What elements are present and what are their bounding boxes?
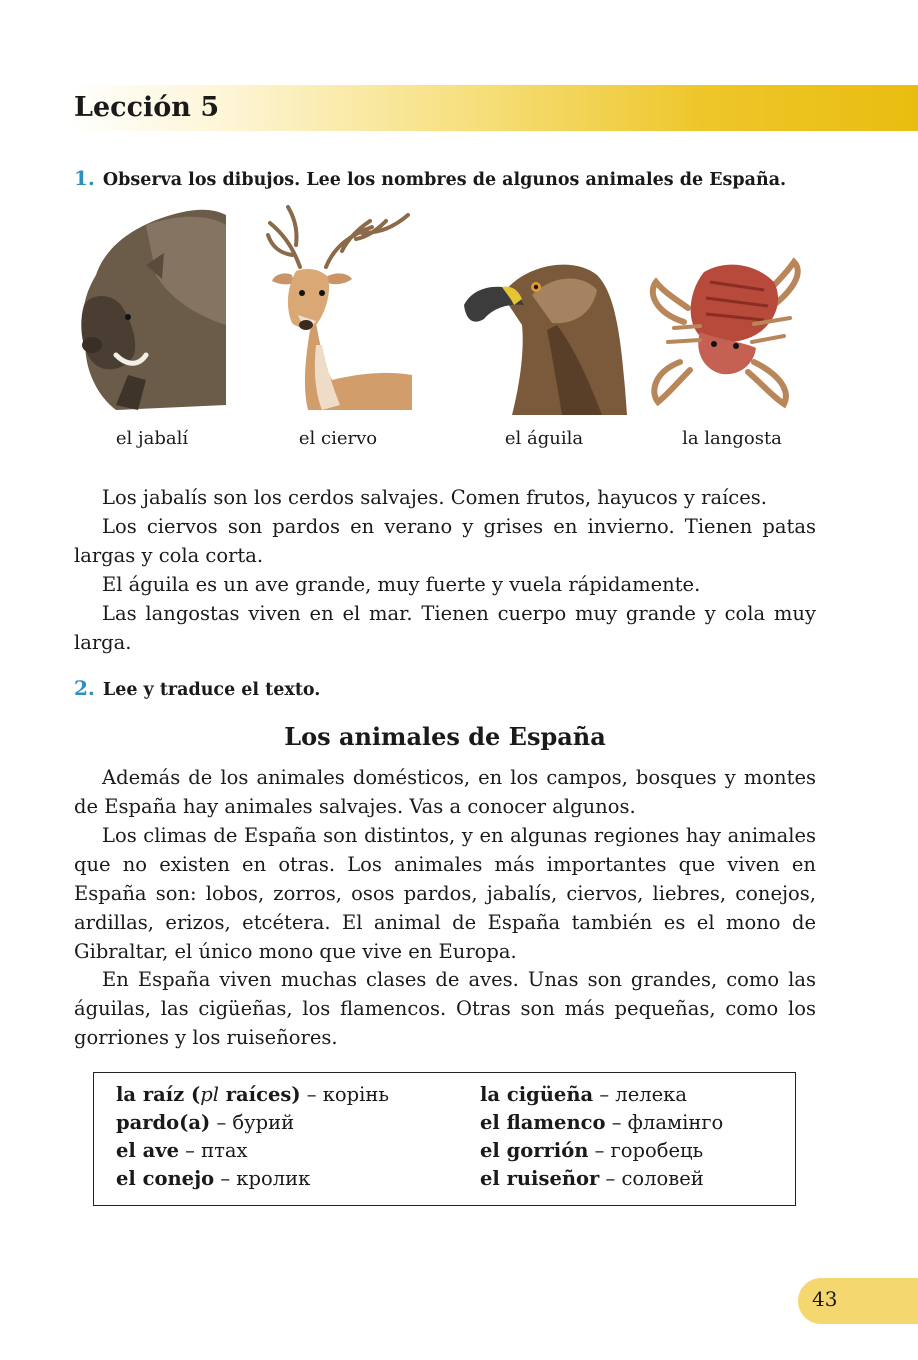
task-2 (74, 676, 320, 700)
eagle-illustration (462, 255, 627, 415)
task-2-instruction: Lee y traduce el texto. (102, 680, 321, 700)
lesson-title: Lección 5 (74, 92, 220, 123)
vocabulary-entry: el gorrión – горобець (480, 1139, 704, 1162)
vocabulary-entry: la raíz (pl raíces) – корінь (116, 1083, 389, 1106)
task-2-number: 2. (74, 676, 95, 700)
vocabulary-entry: el flamenco – фламінго (480, 1111, 724, 1134)
task-1-instruction: Observa los dibujos. Lee los nombres de algunos animales de España. (102, 170, 787, 190)
vocabulary-column-left (116, 1081, 389, 1193)
deer-illustration (262, 205, 412, 410)
caption-eagle: el águila (504, 428, 584, 449)
reading-paragraph: Los climas de España son distintos, y en algunas regiones hay animales que no existen en otras. Los animales más importantes que viven en España son: lobos, zorros, osos pardos, jabalís, ciervos, liebres, conejos, ardillas, erizos, etcétera. El animal de España también es el mono de Gibraltar, el único mono que vive en Europa. (74, 824, 816, 963)
vocabulary-entry: el conejo – кролик (116, 1167, 311, 1190)
vocabulary-entry: pardo(a) – бурий (116, 1111, 295, 1134)
description-paragraph: Las langostas viven en el mar. Tienen cuerpo muy grande y cola muy larga. (74, 602, 816, 654)
task-1 (74, 166, 786, 190)
lobster-illustration (644, 252, 814, 412)
description-paragraph: Los jabalís son los cerdos salvajes. Comen frutos, hayucos y raíces. (102, 486, 767, 509)
reading-paragraph: Además de los animales domésticos, en los campos, bosques y montes de España hay animales salvajes. Vas a conocer algunos. (74, 766, 816, 818)
caption-lobster: la langosta (682, 428, 782, 449)
caption-deer: el ciervo (298, 428, 378, 449)
vocabulary-entry: la cigüeña – лелека (480, 1083, 687, 1106)
description-paragraph: El águila es un ave grande, muy fuerte y vuela rápidamente. (102, 573, 701, 596)
vocabulary-entry: el ruiseñor – соловей (480, 1167, 704, 1190)
vocabulary-column-right (480, 1081, 723, 1193)
vocabulary-box (93, 1072, 796, 1206)
boar-illustration (76, 205, 226, 410)
task-1-number: 1. (74, 166, 95, 190)
reading-title: Los animales de España (284, 722, 606, 751)
caption-boar: el jabalí (115, 428, 189, 449)
vocabulary-entry: el ave – птах (116, 1139, 248, 1162)
reading-paragraph: En España viven muchas clases de aves. Unas son grandes, como las águilas, las cigüeñas, los flamencos. Otras son más pequeñas, como los gorriones y los ruiseñores. (74, 968, 816, 1049)
description-paragraph: Los ciervos son pardos en verano y grises en invierno. Tienen patas largas y cola corta. (74, 515, 816, 567)
page-number: 43 (812, 1287, 838, 1311)
